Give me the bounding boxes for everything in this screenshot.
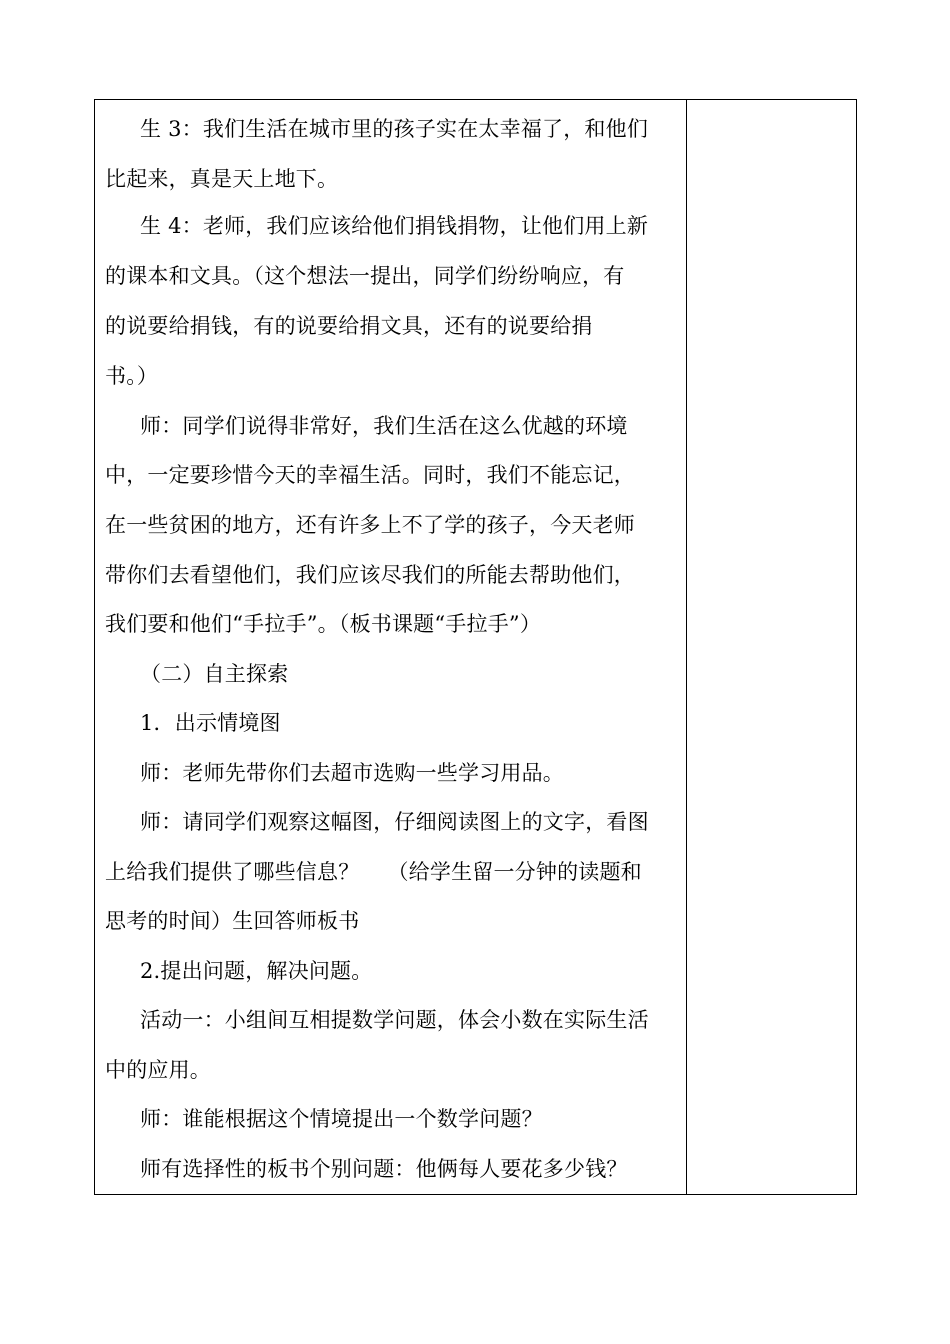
text-line: 的课本和文具。（这个想法一提出，同学们纷纷响应，有 <box>105 264 625 288</box>
lesson-table <box>94 99 857 1195</box>
text-line: 带你们去看望他们，我们应该尽我们的所能去帮助他们， <box>105 563 635 587</box>
text-line: 书。） <box>105 364 159 388</box>
section-heading: （二）自主探索 <box>140 662 289 686</box>
text-line: 中的应用。 <box>105 1058 211 1082</box>
text-line: 上给我们提供了哪些信息？ （给学生留一分钟的读题和 <box>105 860 642 884</box>
text-line: 比起来，真是天上地下。 <box>105 167 339 191</box>
text-line: 活动一：小组间互相提数学问题，体会小数在实际生活 <box>140 1008 649 1032</box>
step-heading: 2.提出问题，解决问题。 <box>140 959 373 983</box>
text-line: 师有选择性的板书个别问题：他俩每人要花多少钱？ <box>140 1157 628 1181</box>
text-line: 中，一定要珍惜今天的幸福生活。同时，我们不能忘记， <box>105 463 635 487</box>
text-line: 师：谁能根据这个情境提出一个数学问题？ <box>140 1107 543 1131</box>
text-line: 生 3：我们生活在城市里的孩子实在太幸福了，和他们 <box>140 117 649 141</box>
text-line: 师：老师先带你们去超市选购一些学习用品。 <box>140 761 564 785</box>
step-heading: 1．出示情境图 <box>140 711 281 735</box>
text-line: 在一些贫困的地方，还有许多上不了学的孩子，今天老师 <box>105 513 635 537</box>
text-line: 我们要和他们“手拉手”。（板书课题“手拉手”） <box>105 612 542 636</box>
text-line: 师：同学们说得非常好，我们生活在这么优越的环境 <box>140 414 628 438</box>
text-line: 的说要给捐钱，有的说要给捐文具，还有的说要给捐 <box>105 314 593 338</box>
text-line: 生 4：老师，我们应该给他们捐钱捐物，让他们用上新 <box>140 214 649 238</box>
notes-cell <box>687 100 856 1194</box>
text-line: 思考的时间）生回答师板书 <box>105 909 360 933</box>
content-cell <box>95 100 687 1194</box>
text-line: 师：请同学们观察这幅图，仔细阅读图上的文字，看图 <box>140 810 649 834</box>
